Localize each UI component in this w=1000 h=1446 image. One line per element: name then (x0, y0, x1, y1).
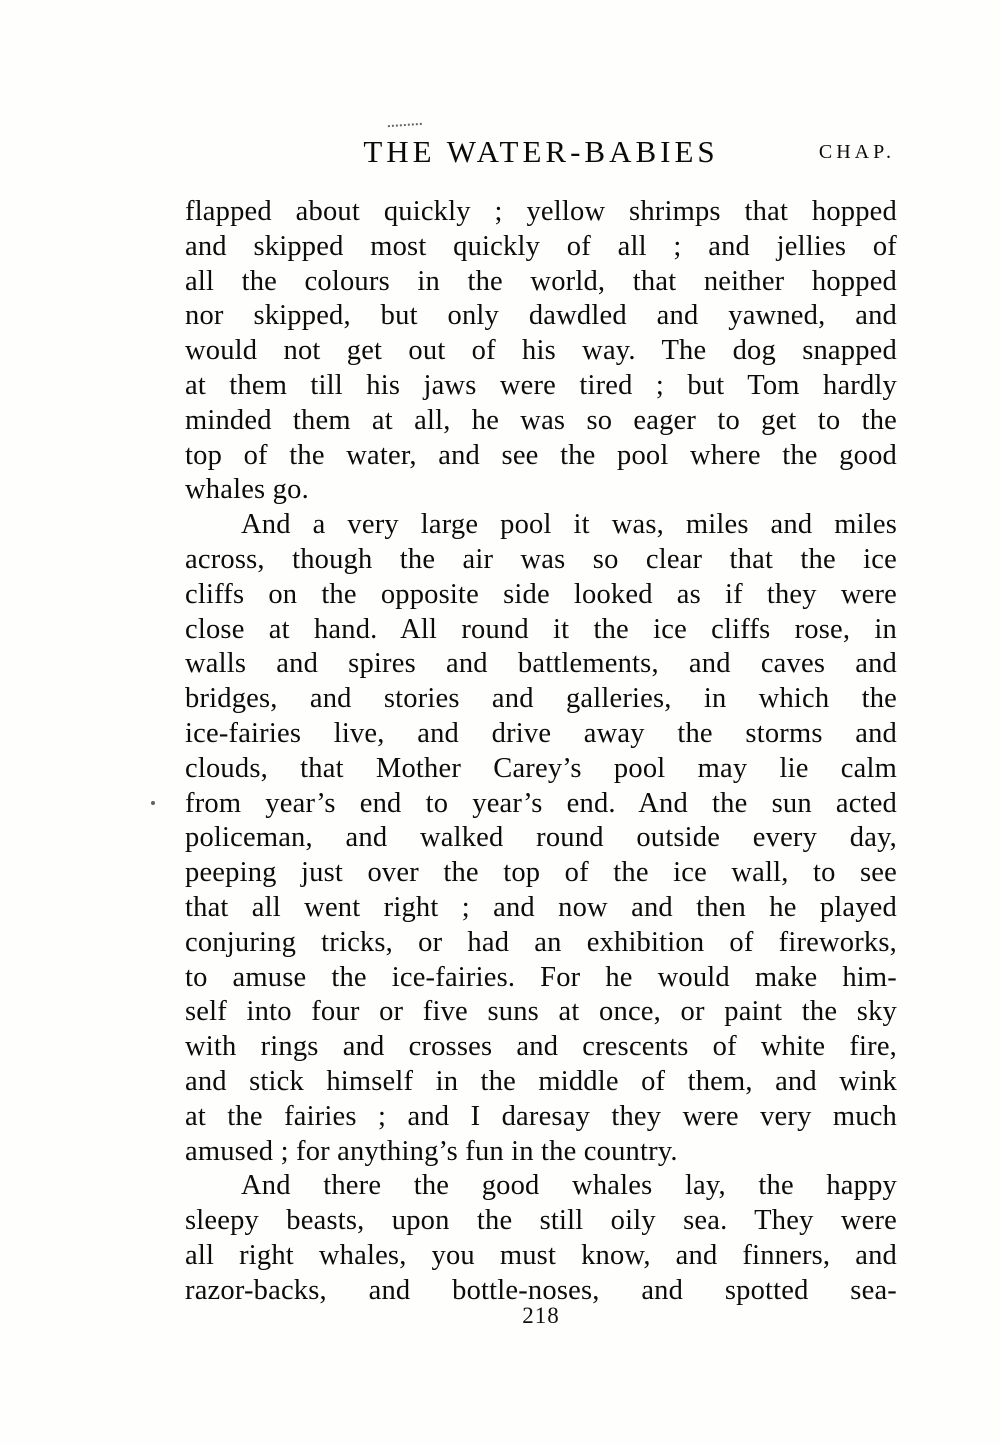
text-line: at them till his jaws were tired ; but Tom hardly (185, 369, 897, 401)
text-line: at the fairies ; and I daresay they were very much (185, 1100, 897, 1132)
text-line: with rings and crosses and crescents of white fire, (185, 1031, 897, 1063)
page-header (185, 134, 897, 174)
text-line: peeping just over the top of the ice wall, to see (185, 857, 897, 889)
text-line: top of the water, and see the pool where the good (185, 439, 897, 471)
text-line: minded them at all, he was so eager to get to the (185, 404, 897, 436)
text-line: policeman, and walked round outside every day, (185, 822, 897, 854)
text-line: and skipped most quickly of all ; and jellies of (185, 230, 897, 262)
text-line: amused ; for anything’s fun in the country. (185, 1135, 678, 1167)
text-line: all right whales, you must know, and finners, and (185, 1239, 897, 1271)
text-line: sleepy beasts, upon the still oily sea. They were (185, 1205, 897, 1237)
text-line: ice-fairies live, and drive away the storms and (185, 717, 897, 749)
text-line: And a very large pool it was, miles and miles (241, 509, 897, 541)
text-line: whales go. (185, 474, 309, 506)
text-line: And there the good whales lay, the happy (241, 1170, 897, 1202)
text-line: bridges, and stories and galleries, in which the (185, 683, 897, 715)
text-line: flapped about quickly ; yellow shrimps that hopped (185, 196, 897, 227)
text-line: across, though the air was so clear that the ice (185, 543, 897, 575)
text-line: clouds, that Mother Carey’s pool may lie calm (185, 752, 897, 784)
text-line: nor skipped, but only dawdled and yawned, and (185, 300, 897, 332)
paragraph (185, 1169, 897, 1308)
paragraph (185, 508, 897, 1169)
text-line: all the colours in the world, that neither hopped (185, 265, 897, 297)
scan-artifact-smudge (388, 123, 422, 131)
text-line: that all went right ; and now and then he played (185, 891, 897, 923)
page-number: 218 (522, 1303, 560, 1328)
text-line: razor-backs, and bottle-noses, and spotted sea- (185, 1274, 897, 1306)
text-line: and stick himself in the middle of them, and wink (185, 1065, 897, 1097)
text-line: conjuring tricks, or had an exhibition of fireworks, (185, 926, 897, 958)
text-line: would not get out of his way. The dog snapped (185, 335, 897, 367)
running-title: THE WATER-BABIES (363, 134, 719, 169)
text-line: self into four or five suns at once, or paint the sky (185, 996, 897, 1028)
text-line: cliffs on the opposite side looked as if they were (185, 578, 897, 610)
chapter-label: CHAP. (818, 141, 895, 163)
paragraph (185, 195, 897, 508)
text-line: to amuse the ice-fairies. For he would make him- (185, 961, 897, 993)
scan-artifact-dot (151, 801, 155, 805)
text-line: from year’s end to year’s end. And the sun acted (185, 787, 897, 819)
body-text (185, 195, 897, 1309)
text-line: walls and spires and battlements, and caves and (185, 648, 897, 680)
text-line: close at hand. All round it the ice cliffs rose, in (185, 613, 897, 645)
